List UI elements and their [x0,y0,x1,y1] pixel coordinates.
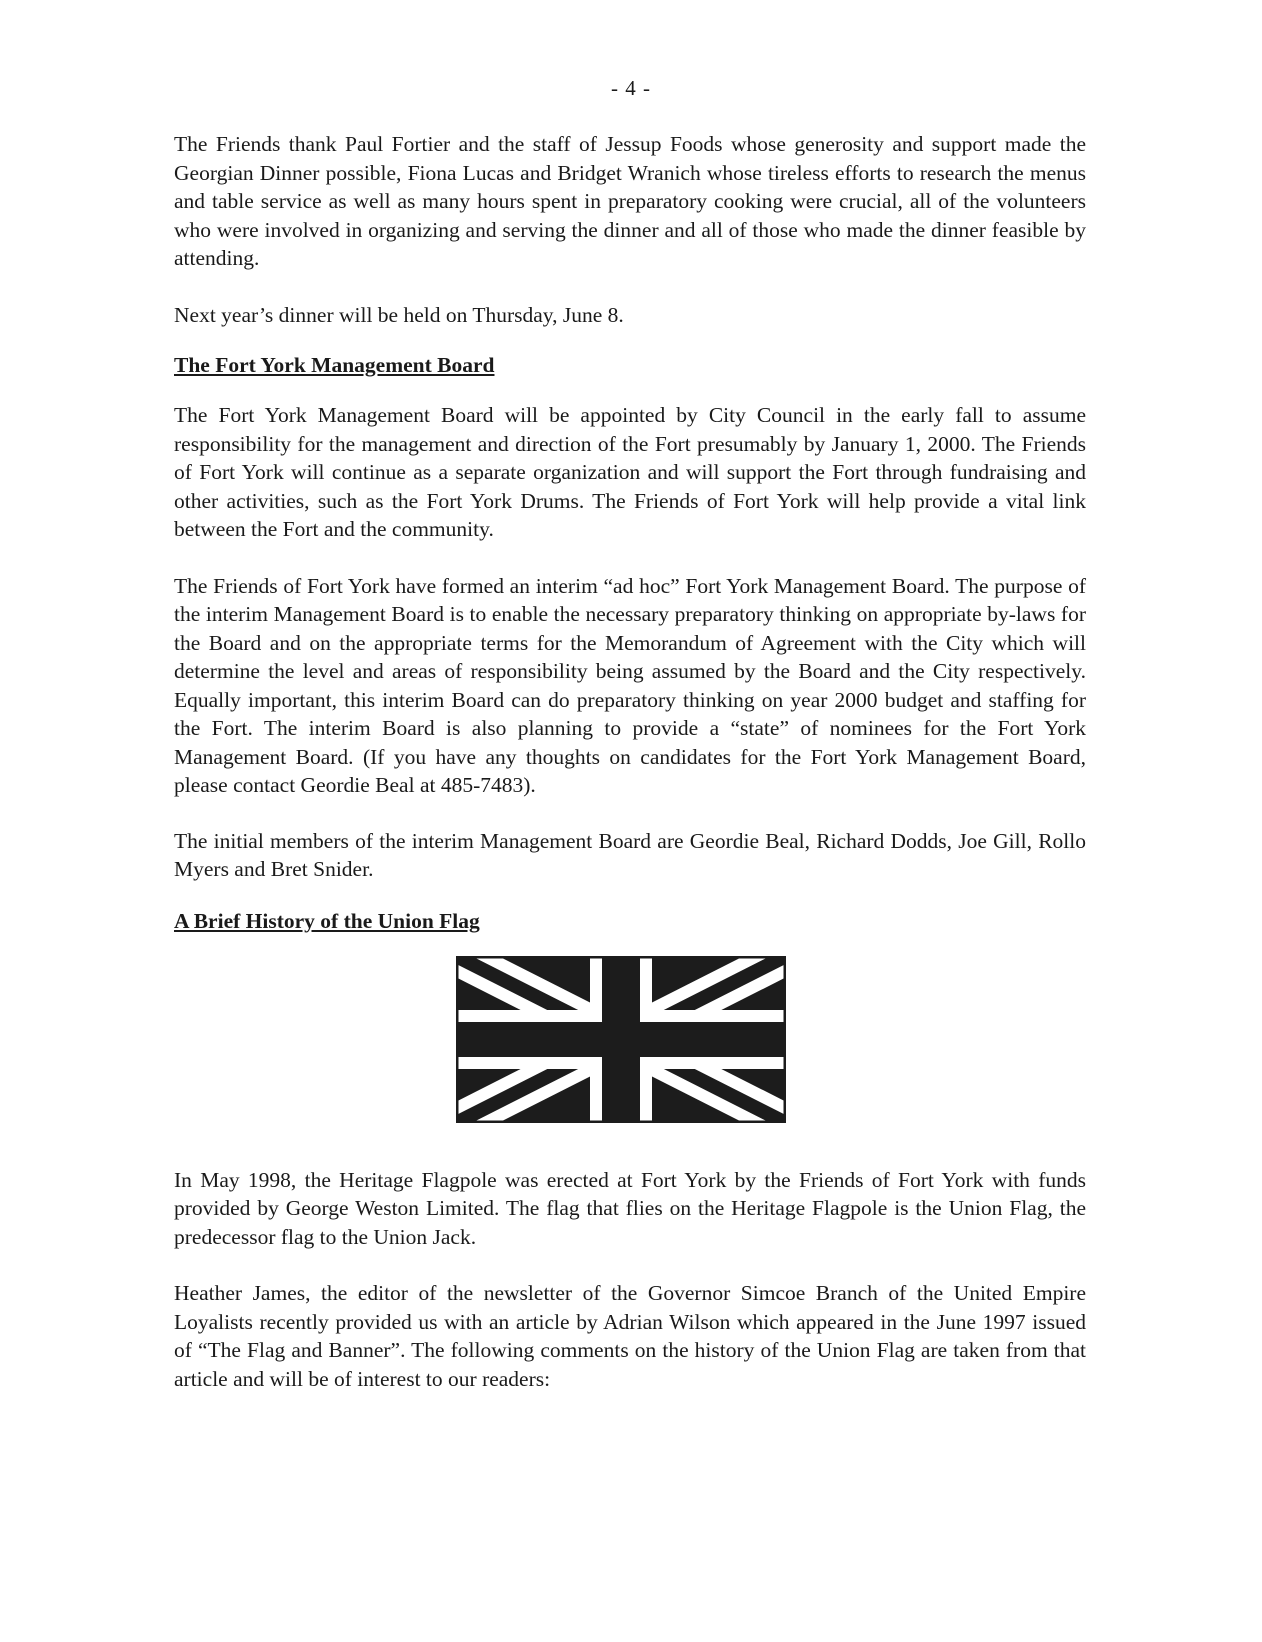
paragraph-next-dinner: Next year’s dinner will be held on Thursday, June 8. [174,302,624,327]
section-union-flag [174,907,1086,935]
page-number: - 4 - [611,76,651,100]
paragraph-members: The initial members of the interim Management Board are Geordie Beal, Richard Dodds, Joe Gill, Rollo Myers and Bret Snider. [174,828,1086,881]
paragraph-article: Heather James, the editor of the newsletter of the Governor Simcoe Branch of the United Empire Loyalists recently provided us with an article by Adrian Wilson which appeared in the June 1997 issued of “The Flag and Banner”. The following comments on the history of the Union Flag are taken from that article and will be of interest to our readers: [174,1281,1086,1391]
union-flag-figure [456,956,786,1123]
paragraph-board-appointment: The Fort York Management Board will be appointed by City Council in the early fall to assume responsibility for the management and direction of the Fort presumably by January 1, 2000. The Friends of Fort York will continue as a separate organization and will support the Fort through fundraising and other activities, such as the Fort York Drums. The Friends of Fort York will help provide a vital link between the Fort and the community. [174,403,1086,541]
union-flag-icon [456,956,786,1123]
heading-management-board: The Fort York Management Board [174,353,495,377]
paragraph-flagpole: In May 1998, the Heritage Flagpole was erected at Fort York by the Friends of Fort York with funds provided by George Weston Limited. The flag that flies on the Heritage Flagpole is the Union Flag, the predecessor flag to the Union Jack. [174,1167,1086,1249]
heading-union-flag: A Brief History of the Union Flag [174,908,480,933]
paragraph-interim-board: The Friends of Fort York have formed an interim “ad hoc” Fort York Management Board. The purpose of the interim Management Board is to enable the necessary preparatory thinking on appropriate by-laws for the Board and on the appropriate terms for the Memorandum of Agreement with the City which will determine the level and areas of responsibility being assumed by the Board and the City respectively. Equally important, this interim Board can do preparatory thinking on year 2000 budget and staffing for the Fort. The interim Board is also planning to provide a “state” of nominees for the Fort York Management Board. (If you have any thoughts on candidates for the Fort York Management Board, please contact Geordie Beal at 485-7483). [174,573,1086,797]
page-content [174,130,1086,1393]
paragraph-thanks: The Friends thank Paul Fortier and the staff of Jessup Foods whose generosity and support made the Georgian Dinner possible, Fiona Lucas and Bridget Wranich whose tireless efforts to research the menus and table service as well as many hours spent in preparatory cooking were crucial, all of the volunteers who were involved in organizing and serving the dinner and all of those who made the dinner feasible by attending. [174,132,1086,270]
section-management-board [174,351,1086,379]
